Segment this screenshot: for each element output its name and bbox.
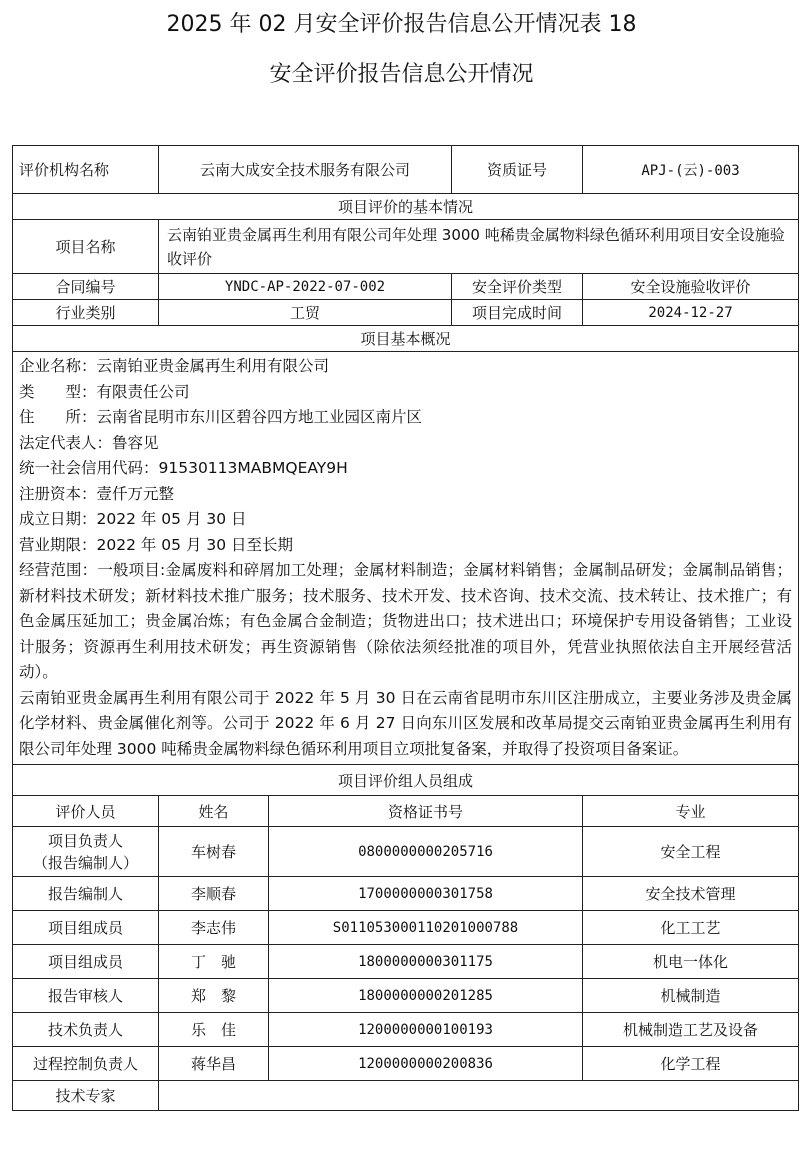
team-cert: 1200000000200836 xyxy=(269,1047,583,1081)
team-header-role: 评价人员 xyxy=(13,796,159,827)
team-major: 安全工程 xyxy=(583,827,799,877)
team-role: 技术负责人 xyxy=(13,1013,159,1047)
overview-line: 企业名称：云南铂亚贵金属再生利用有限公司 xyxy=(19,357,330,375)
team-name: 乐 佳 xyxy=(159,1013,269,1047)
overview-section-title: 项目基本概况 xyxy=(13,326,799,352)
team-name: 车树春 xyxy=(159,827,269,877)
team-cert: 1700000000301758 xyxy=(269,877,583,911)
expert-label: 技术专家 xyxy=(13,1081,159,1111)
team-role-line: 项目负责人 xyxy=(47,831,123,850)
team-major: 安全技术管理 xyxy=(583,877,799,911)
team-major: 化学工程 xyxy=(583,1047,799,1081)
page-subtitle: 安全评价报告信息公开情况 xyxy=(269,62,534,87)
overview-line: 成立日期：2022 年 05 月 30 日 xyxy=(19,510,247,528)
overview-line: 注册资本：壹仟万元整 xyxy=(19,484,175,503)
team-header-major: 专业 xyxy=(583,796,799,827)
team-role: 报告审核人 xyxy=(13,979,159,1013)
team-role: 过程控制负责人 xyxy=(13,1047,159,1081)
team-name: 李志伟 xyxy=(159,911,269,945)
team-role: 项目组成员 xyxy=(13,945,159,979)
table-row xyxy=(13,1013,799,1047)
team-cert: 1200000000100193 xyxy=(269,1013,583,1047)
table-row xyxy=(13,827,799,877)
team-role: 项目组成员 xyxy=(13,911,159,945)
expert-value xyxy=(159,1081,799,1111)
table-row xyxy=(13,1047,799,1081)
team-cert: 0800000000205716 xyxy=(269,827,583,877)
page-title: 2025 年 02 月安全评价报告信息公开情况表 18 xyxy=(166,12,637,37)
team-role: 报告编制人 xyxy=(13,877,159,911)
table-row xyxy=(13,877,799,911)
table-row xyxy=(13,979,799,1013)
eval-type-value: 安全设施验收评价 xyxy=(583,274,799,300)
team-major: 机电一体化 xyxy=(583,945,799,979)
team-header-row xyxy=(13,796,799,827)
disclosure-table xyxy=(12,145,799,1111)
overview-body xyxy=(13,352,799,765)
team-name: 丁 驰 xyxy=(159,945,269,979)
expert-row xyxy=(13,1081,799,1111)
overview-line: 住 所：云南省昆明市东川区碧谷四方地工业园区南片区 xyxy=(19,408,423,426)
finish-label: 项目完成时间 xyxy=(452,300,583,326)
overview-line: 营业期限：2022 年 05 月 30 日至长期 xyxy=(19,535,294,554)
cert-label: 资质证号 xyxy=(452,146,583,194)
overview-line: 法定代表人：鲁容见 xyxy=(19,433,159,452)
team-major: 机械制造 xyxy=(583,979,799,1013)
org-label: 评价机构名称 xyxy=(13,146,159,194)
table-row xyxy=(13,945,799,979)
business-scope: 经营范围：一般项目:金属废料和碎屑加工处理；金属材料制造；金属材料销售；金属制品研发；金属制品销售；新材料技术研发；新材料技术推广服务；技术服务、技术开发、技术咨询、技术交流、技术转让、技术推广；有色金属压延加工；贵金属冶炼；有色金属合金制造；货物进出口；技术进出口；环境保护专用设备销售；工业设计服务；资源再生利用技术研发；再生资源销售（除依法须经批准的项目外，凭营业执照依法自主开展经营活动）。 xyxy=(19,561,793,681)
team-major: 机械制造工艺及设备 xyxy=(583,1013,799,1047)
finish-date: 2024-12-27 xyxy=(583,300,799,326)
contract-label: 合同编号 xyxy=(13,274,159,300)
project-name-value: 云南铂亚贵金属再生利用有限公司年处理 3000 吨稀贵金属物料绿色循环利用项目安全设施验收评价 xyxy=(159,220,799,274)
table-row xyxy=(13,911,799,945)
team-major: 化工工艺 xyxy=(583,911,799,945)
team-cert: 1800000000301175 xyxy=(269,945,583,979)
company-description: 云南铂亚贵金属再生利用有限公司于 2022 年 5 月 30 日在云南省昆明市东川区注册成立，主要业务涉及贵金属化学材料、贵金属催化剂等。公司于 2022 年 6 月 27 日向东川区发展和改革局提交云南铂亚贵金属再生利用有限公司年处理 3000 吨稀贵金属物料绿色循环利用项目立项批复备案，并取得了投资项目备案证。 xyxy=(19,688,793,758)
team-name: 李顺春 xyxy=(159,877,269,911)
team-role xyxy=(13,827,159,877)
team-name: 蒋华昌 xyxy=(159,1047,269,1081)
org-row xyxy=(13,146,799,194)
team-name: 郑 黎 xyxy=(159,979,269,1013)
team-section-title: 项目评价组人员组成 xyxy=(13,765,799,796)
org-value: 云南大成安全技术服务有限公司 xyxy=(159,146,452,194)
team-cert: 1800000000201285 xyxy=(269,979,583,1013)
cert-value: APJ-(云)-003 xyxy=(583,146,799,194)
industry-label: 行业类别 xyxy=(13,300,159,326)
project-name-label: 项目名称 xyxy=(13,220,159,274)
industry-value: 工贸 xyxy=(159,300,452,326)
overview-line: 统一社会信用代码：91530113MABMQEAY9H xyxy=(19,459,348,477)
team-header-cert: 资格证书号 xyxy=(269,796,583,827)
team-role-line: （报告编制人） xyxy=(32,853,138,872)
basic-section-title: 项目评价的基本情况 xyxy=(13,194,799,220)
overview-line: 类 型：有限责任公司 xyxy=(19,382,190,401)
team-header-name: 姓名 xyxy=(159,796,269,827)
team-cert: S011053000110201000788 xyxy=(269,911,583,945)
contract-value: YNDC-AP-2022-07-002 xyxy=(159,274,452,300)
eval-type-label: 安全评价类型 xyxy=(452,274,583,300)
